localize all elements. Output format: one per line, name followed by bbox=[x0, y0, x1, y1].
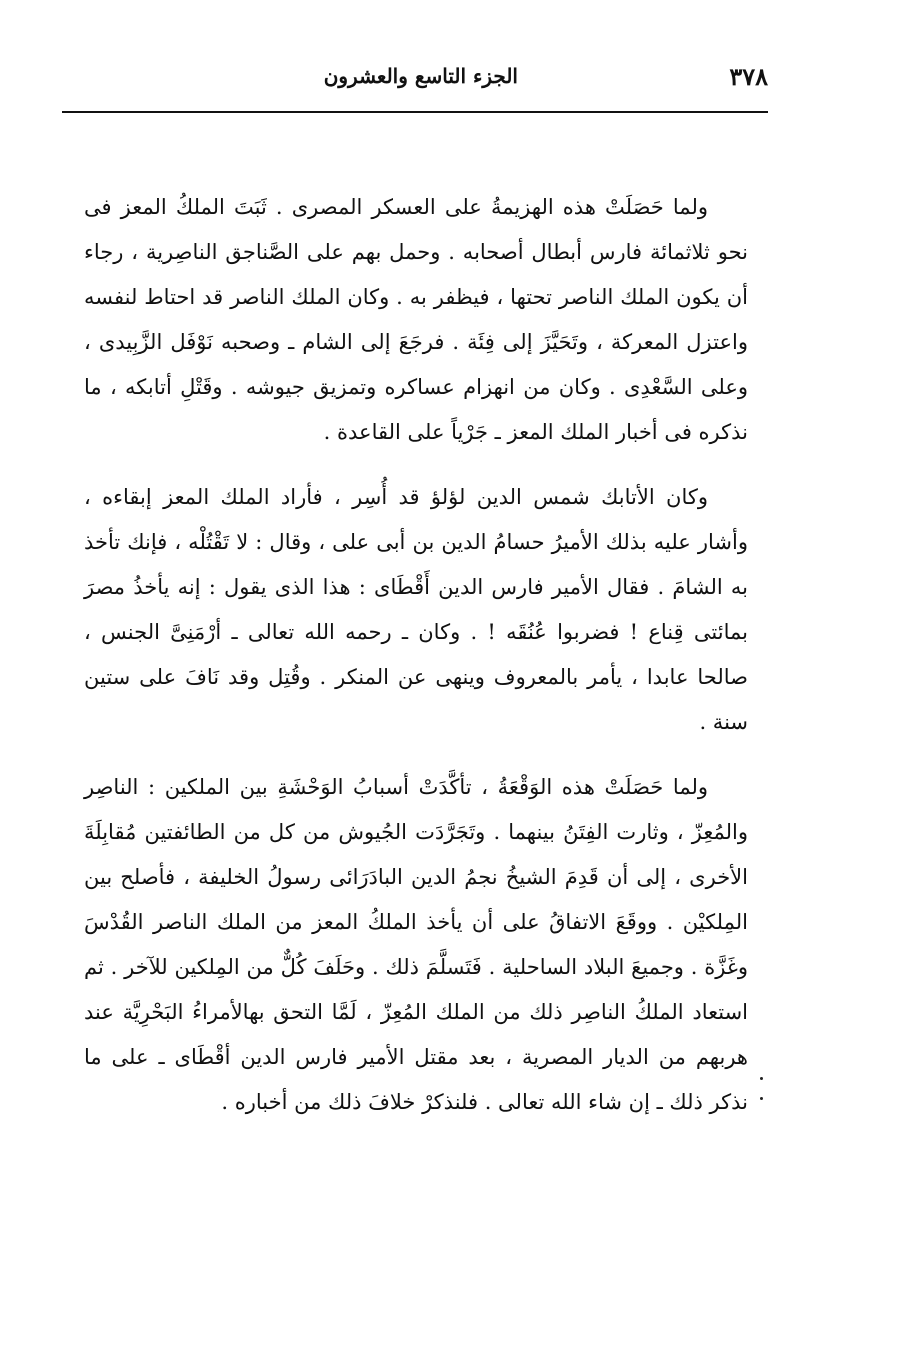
margin-mark bbox=[760, 1097, 763, 1100]
body-text bbox=[84, 185, 748, 1125]
paragraph-2: وكان الأتابك شمس الدين لؤلؤ قد أُسِر ، فأراد الملك المعز إبقاءه ، وأشار عليه بذلك الأميرُ حسامُ الدين بن أبى على ، وقال : لا تَقْتُلْه ، فإنك تأخذ به الشامَ . فقال الأمير فارس الدين أَقْطَاى : هذا الذى يقول : إنه يأخذُ مصرَ بمائتى قِناع ! فضربوا عُنُقَه ! . وكان ـ رحمه الله تعالى ـ أرْمَنِىَّ الجنس ، صالحا عابدا ، يأمر بالمعروف وينهى عن المنكر . وقُتِل وقد نَافَ على ستين سنة . bbox=[84, 485, 748, 734]
header-rule bbox=[62, 111, 768, 113]
paragraph-1: ولما حَصَلَتْ هذه الهزيمةُ على العسكر المصرى . ثَبَتَ الملكُ المعز فى نحو ثلاثمائة فارس أبطال أصحابه . وحمل بهم على الصَّناجق الناصِرية ، رجاء أن يكون الملك الناصر تحتها ، فيظفر به . وكان الملك الناصر قد احتاط لنفسه واعتزل المعركة ، وتَحَيَّزَ إلى فِئَة . فرجَعَ إلى الشام ـ وصحبه نَوْفَل الزَّبِيدى ، وعلى السَّعْدِى . وكان من انهزام عساكره وتمزيق جيوشه . وقَتْلِ أتابكه ، ما نذكره فى أخبار الملك المعز ـ جَرْياً على القاعدة . bbox=[84, 195, 748, 444]
margin-mark bbox=[760, 1077, 763, 1080]
page-number: ٣٧٨ bbox=[729, 62, 768, 91]
page-header bbox=[62, 56, 768, 100]
paragraph-3: ولما حَصَلَتْ هذه الوَقْعَةُ ، تأكَّدَتْ أسبابُ الوَحْشَةِ بين الملكين : الناصِر والمُعِزّ ، وثارت الفِتَنُ بينهما . وتَجَرَّدَت الجُيوش من كل من الطائفتين مُقابِلَةَ الأخرى ، إلى أن قَدِمَ الشيخُ نجمُ الدين البادَرَائى رسولُ الخليفة ، فأصلح بين المِلكيْن . ووقَعَ الاتفاقُ على أن يأخذ الملكُ المعز من الملك الناصر القُدْسَ وغَزَّة . وجميعَ البلاد الساحلية . فَتَسلَّمَ ذلك . وحَلَفَ كُلٌّ من المِلكين للآخر . ثم استعاد الملكُ الناصِر ذلك من الملك المُعِزّ ، لَمَّا التحق بهالأمراءُ البَحْرِيَّة عند هربهم من الديار المصرية ، بعد مقتل الأمير فارس الدين أقْطَاى ـ على ما نذكر ذلك ـ إن شاء الله تعالى . فلنذكرْ خلافَ ذلك من أخباره . bbox=[84, 775, 748, 1114]
running-title: الجزء التاسع والعشرون bbox=[323, 64, 518, 88]
